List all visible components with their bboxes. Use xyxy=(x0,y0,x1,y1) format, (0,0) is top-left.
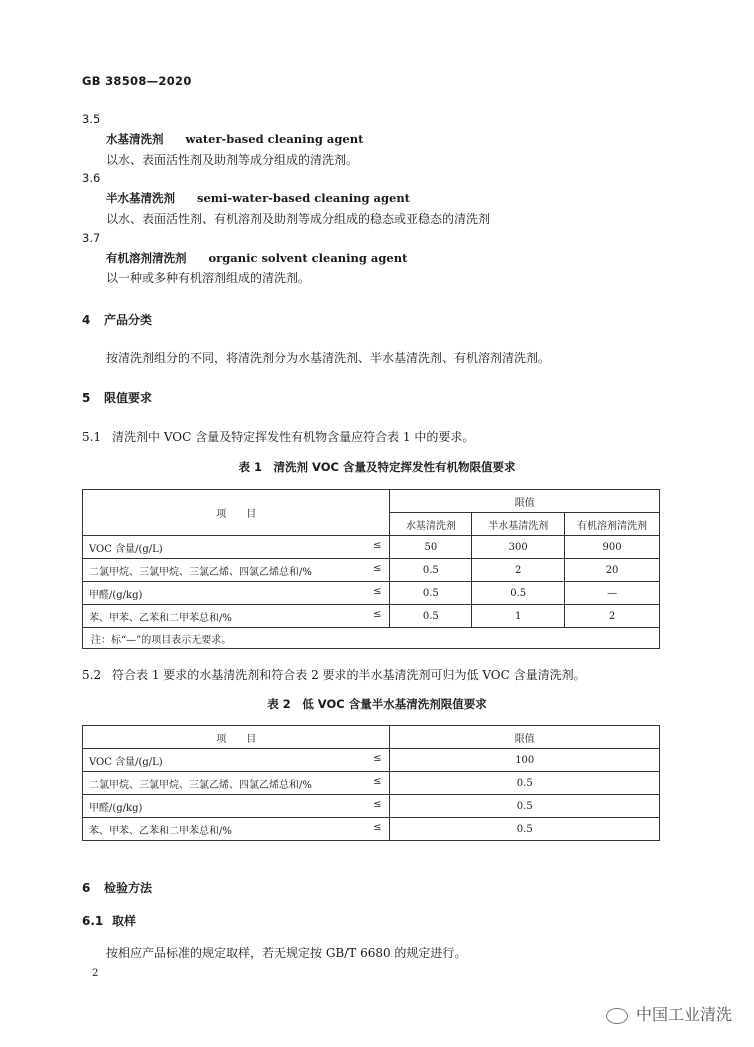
table-cell: 2 xyxy=(472,559,565,582)
table-cell-item xyxy=(83,818,390,841)
table-row xyxy=(83,536,660,559)
clause-5-1 xyxy=(82,428,474,445)
table-1-col-organic: 有机溶剂清洗剂 xyxy=(565,513,660,536)
item-label: 苯、甲苯、乙苯和二甲苯总和/% xyxy=(89,612,232,624)
term-3-6-number: 3.6 xyxy=(82,171,101,185)
section-5-heading xyxy=(82,389,152,406)
table-cell: 0.5 xyxy=(390,605,472,628)
item-label: VOC 含量/(g/L) xyxy=(89,756,163,768)
le-symbol: ≤ xyxy=(373,775,382,787)
term-3-7-title xyxy=(106,250,407,266)
item-label: VOC 含量/(g/L) xyxy=(89,543,163,555)
item-label: 甲醛/(g/kg) xyxy=(89,802,143,814)
term-en: semi-water-based cleaning agent xyxy=(197,191,410,205)
table-2 xyxy=(82,725,660,841)
le-symbol: ≤ xyxy=(373,798,382,810)
table-cell-item xyxy=(83,749,390,772)
table-cell: 1 xyxy=(472,605,565,628)
section-6-heading xyxy=(82,879,152,896)
item-label: 二氯甲烷、三氯甲烷、三氯乙烯、四氯乙烯总和/% xyxy=(89,779,312,791)
table-cell: 2 xyxy=(565,605,660,628)
term-zh: 水基清洗剂 xyxy=(106,132,164,146)
section-number: 4 xyxy=(82,313,91,327)
table-cell-item xyxy=(83,605,390,628)
table-row xyxy=(83,559,660,582)
term-3-6-title xyxy=(106,190,410,206)
table-row xyxy=(83,605,660,628)
le-symbol: ≤ xyxy=(373,608,382,620)
watermark-text: 中国工业清洗 xyxy=(635,1005,732,1024)
table-row xyxy=(83,772,660,795)
clause-text: 符合表 1 要求的水基清洗剂和符合表 2 要求的半水基清洗剂可归为低 VOC 含量清洗剂。 xyxy=(112,668,586,682)
table-cell-item xyxy=(83,536,390,559)
table-cell: 0.5 xyxy=(390,795,660,818)
table-cell: 0.5 xyxy=(390,818,660,841)
term-en: water-based cleaning agent xyxy=(185,132,364,146)
table-cell-item xyxy=(83,559,390,582)
table-row xyxy=(83,818,660,841)
term-3-6-definition: 以水、表面活性剂、有机溶剂及助剂等成分组成的稳态或亚稳态的清洗剂 xyxy=(106,212,491,226)
table-cell-item xyxy=(83,772,390,795)
section-4-text: 按清洗剂组分的不同，将清洗剂分为水基清洗剂、半水基清洗剂、有机溶剂清洗剂。 xyxy=(106,351,551,365)
table-cell: — xyxy=(565,582,660,605)
section-6-1-heading xyxy=(82,912,136,929)
table-1-col-semi: 半水基清洗剂 xyxy=(472,513,565,536)
item-label: 苯、甲苯、乙苯和二甲苯总和/% xyxy=(89,825,232,837)
table-cell-item xyxy=(83,582,390,605)
table-cell: 300 xyxy=(472,536,565,559)
section-number: 6.1 xyxy=(82,914,104,928)
section-4-heading xyxy=(82,311,152,328)
le-symbol: ≤ xyxy=(373,752,382,764)
section-title: 产品分类 xyxy=(104,313,153,327)
table-cell: 0.5 xyxy=(390,772,660,795)
table-2-head-item: 项 目 xyxy=(83,726,390,749)
section-number: 5 xyxy=(82,391,91,405)
term-3-7-number: 3.7 xyxy=(82,231,101,245)
le-symbol: ≤ xyxy=(373,821,382,833)
table-1-caption: 表 1 清洗剂 VOC 含量及特定挥发性有机物限值要求 xyxy=(238,460,516,474)
table-row xyxy=(83,582,660,605)
table-row xyxy=(83,749,660,772)
table-cell: 0.5 xyxy=(472,582,565,605)
table-row xyxy=(83,795,660,818)
wechat-icon xyxy=(606,1008,628,1024)
table-1 xyxy=(82,489,660,649)
term-zh: 有机溶剂清洗剂 xyxy=(106,251,187,265)
section-number: 6 xyxy=(82,881,91,895)
table-cell: 900 xyxy=(565,536,660,559)
term-en: organic solvent cleaning agent xyxy=(208,251,408,265)
table-cell-item xyxy=(83,795,390,818)
item-label: 二氯甲烷、三氯甲烷、三氯乙烯、四氯乙烯总和/% xyxy=(89,566,312,578)
table-1-note: 注：标“—”的项目表示无要求。 xyxy=(83,628,660,649)
term-zh: 半水基清洗剂 xyxy=(106,191,175,205)
term-3-5-title xyxy=(106,131,363,147)
section-title: 检验方法 xyxy=(104,881,153,895)
watermark xyxy=(606,1002,732,1025)
section-title: 取样 xyxy=(112,914,137,928)
item-label: 甲醛/(g/kg) xyxy=(89,589,143,601)
table-2-head-limit: 限值 xyxy=(390,726,660,749)
table-1-head-item: 项 目 xyxy=(83,490,390,536)
section-6-1-text: 按相应产品标准的规定取样，若无规定按 GB/T 6680 的规定进行。 xyxy=(106,946,467,960)
table-cell: 0.5 xyxy=(390,582,472,605)
term-3-5-number: 3.5 xyxy=(82,112,101,126)
clause-number: 5.1 xyxy=(82,430,102,444)
section-title: 限值要求 xyxy=(104,391,153,405)
table-1-head-limit: 限值 xyxy=(390,490,660,513)
le-symbol: ≤ xyxy=(373,539,382,551)
page-number: 2 xyxy=(92,968,99,979)
table-cell: 0.5 xyxy=(390,559,472,582)
table-1-col-water: 水基清洗剂 xyxy=(390,513,472,536)
table-cell: 50 xyxy=(390,536,472,559)
document-header: GB 38508—2020 xyxy=(82,74,192,88)
clause-number: 5.2 xyxy=(82,668,102,682)
clause-5-2 xyxy=(82,666,586,683)
table-cell: 100 xyxy=(390,749,660,772)
le-symbol: ≤ xyxy=(373,585,382,597)
table-cell: 20 xyxy=(565,559,660,582)
table-2-caption: 表 2 低 VOC 含量半水基清洗剂限值要求 xyxy=(267,697,487,711)
term-3-7-definition: 以一种或多种有机溶剂组成的清洗剂。 xyxy=(106,271,311,285)
clause-text: 清洗剂中 VOC 含量及特定挥发性有机物含量应符合表 1 中的要求。 xyxy=(112,430,475,444)
term-3-5-definition: 以水、表面活性剂及助剂等成分组成的清洗剂。 xyxy=(106,153,359,167)
le-symbol: ≤ xyxy=(373,562,382,574)
